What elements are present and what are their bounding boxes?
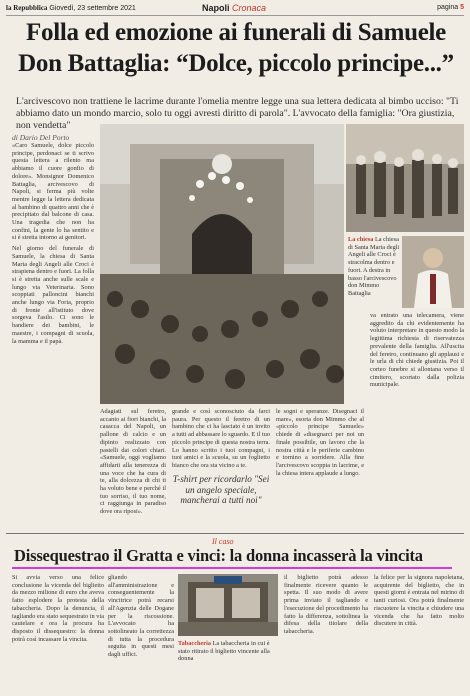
funeral-photo: [100, 124, 344, 404]
article-column-2: Adagiati sul feretro, accanto ai fiori bianchi, la casacca del Napoli, un pallone di calcio e un dipinto realizzato con pastelli dai colori chiari. «Samuele, oggi vogliamo affidarti alla tenerezza di una voce che ha cura di te, alla dolcezza di chi ti ha voluto bene e perché il tuo sorriso, il tuo nome, ci raggiunga in paradiso dove ora riposi».: [100, 408, 166, 516]
column-1-text-2: Nel giorno del funerale di Samuele, la chiesa di Santa Maria degli Angeli alle Croci è strapiena dentro e fuori. La folla si è stretta anche sulle scale e lungo via Veterinaria. Sono scoppiati palloncini bianchi anche lungo via Foria, proprio di fronte all'istituto dove sorgeva l'asilo. Ci sono le bandiere dei bambini, le maestre, i compagni di scuola, la mamma e il papà.: [12, 245, 94, 345]
main-headline: [8, 17, 464, 79]
headline-line-1: Folla ed emozione ai funerali di Samuele: [26, 19, 446, 46]
crowd-photo: [346, 124, 464, 232]
caso-headline: Dissequestrao il Gratta e vinci: la donna incasserà la vincita: [14, 546, 423, 565]
pull-quote: T-shirt per ricordarlo "Sei un angelo speciale, mancherai a tutti noi": [172, 474, 270, 505]
byline: di Dario Del Porto: [12, 133, 70, 142]
newspaper-name: la Repubblica: [6, 4, 48, 12]
section-name: Napoli: [202, 3, 230, 13]
column-1-text: «Caro Samuele, dolce piccolo principe, perdonaci se ti scrivo questa lettera a rilento ma abbiamo il cuore gonfio di dolore». Monsignor Domenico Battaglia, arcivescovo di Napoli, si ferma più volte mentre legge la lettera dedicata al bambino di quattro anni che è precipitato dal balcone di casa. Una tragedia che non ha confini, la gente lo ha sentito e si è stretta intorno ai genitori.: [12, 142, 94, 242]
caso-column-3: il biglietto potrà adesso finalmente ricevere quanto le spetta. Il suo modo di avere prima inviato il tagliando e l'esecuzione del procedimento ha fatto la differenza, sottolinea la difesa della titolare della tabaccheria.: [284, 574, 368, 635]
article-column-5: va entrato una telecamera, viene aggredito da chi evidentemente ha voluto interpretare in questo modo la legittima richiesta di riservatezza prevalente della famiglia. All'uscita del feretro, continuano gli applausi e le urla di chi chiede giustizia. Poi il corteo funebre si allontana verso il cimitero, scortato dalla polizia municipale.: [370, 312, 464, 389]
page-label: pagina: [437, 4, 459, 11]
photo-caption: [348, 236, 400, 298]
archbishop-photo: [402, 236, 464, 308]
section-divider: [6, 533, 464, 534]
article-column-1: [12, 142, 94, 530]
article-column-4: le sogni e speranze. Disegnaci il mare», esorta don Mimmo che al «piccolo principe Samuele» chiede di «disegnarci per noi un finale possibile, un lavoro che la nostra città e le periferie cambino e tornino a sorridere. Alla fine l'arcivescovo scoppia in lacrime, e la chiesa intera applaude a lungo.: [276, 408, 364, 477]
caso-column-4: la felice per la signora napoletana, acquirente del biglietto, che in questi giorni è entrata nel mirino di tanti curiosi. Ora potrà finalmente riscuotere la vincita e chiudere una vicenda che ha fatto molto discutere in città.: [374, 574, 464, 628]
tobacco-shop-photo: [178, 574, 278, 636]
tobacco-caption-text: La tabaccheria in cui è stato ritirato il biglietto vincente alla donna: [178, 640, 270, 663]
issue-date: Giovedì, 23 settembre 2021: [49, 5, 136, 12]
page-header: [6, 3, 464, 16]
photo-caption-text: La chiesa di Santa Maria degli Angeli alle Croci è stracolma dentro e fuori. A destra in basso l'arcivescovo don Mimmo Battaglia: [348, 236, 400, 297]
headline-underline: [12, 567, 452, 569]
tobacco-shop-caption: [178, 640, 278, 663]
subsection-name: Cronaca: [232, 3, 267, 13]
headline-line-2: Don Battaglia: “Dolce, piccolo principe...”: [18, 50, 454, 77]
page-number: 5: [460, 4, 464, 11]
caso-label: Il caso: [212, 537, 234, 546]
caso-column-2: gliando all'amministrazione e conseguentemente la vincitrice potrà recarsi all'Agenzia delle Dogane per la riscossione. L'avvocato ha sottolineato la correttezza di tutta la procedura seguita in questi mesi dagli uffici.: [108, 574, 174, 659]
article-column-3: grande e così sconosciuto da farci paura. Per questo il feretro di un bambino che ci ha lasciato è un invito a tutti ad abbassare lo sguardo. E il tuo piccolo principe di questa nostra terra. Lo hanno scritto i tuoi compagni, i tuoi amici e la scuola, su un foglietto bianco che ora sta vicino a te.: [172, 408, 270, 469]
article-summary: L'arcivescovo non trattiene le lacrime durante l'omelia mentre legge una sua lettera dedicata al bimbo ucciso: "Ti abbiamo dato un mondo marcio, solo tu oggi avresti diritto di parola". L'avvocato della famiglia: "Ora giustizia, non vendetta": [16, 96, 459, 131]
caso-column-1: Si avvia verso una felice conclusione la vicenda del biglietto da mezzo milione di euro che aveva fatto esplodere la protesta della tabaccheria. Dopo la denuncia, il tagliando era stato sequestrato in via cautelare e ora la procura ha disposto il dissequestro: la donna potrà così incassare la vincita.: [12, 574, 104, 643]
photo-caption-title: La chiesa: [348, 236, 374, 243]
tobacco-caption-title: Tabaccheria: [178, 640, 211, 647]
